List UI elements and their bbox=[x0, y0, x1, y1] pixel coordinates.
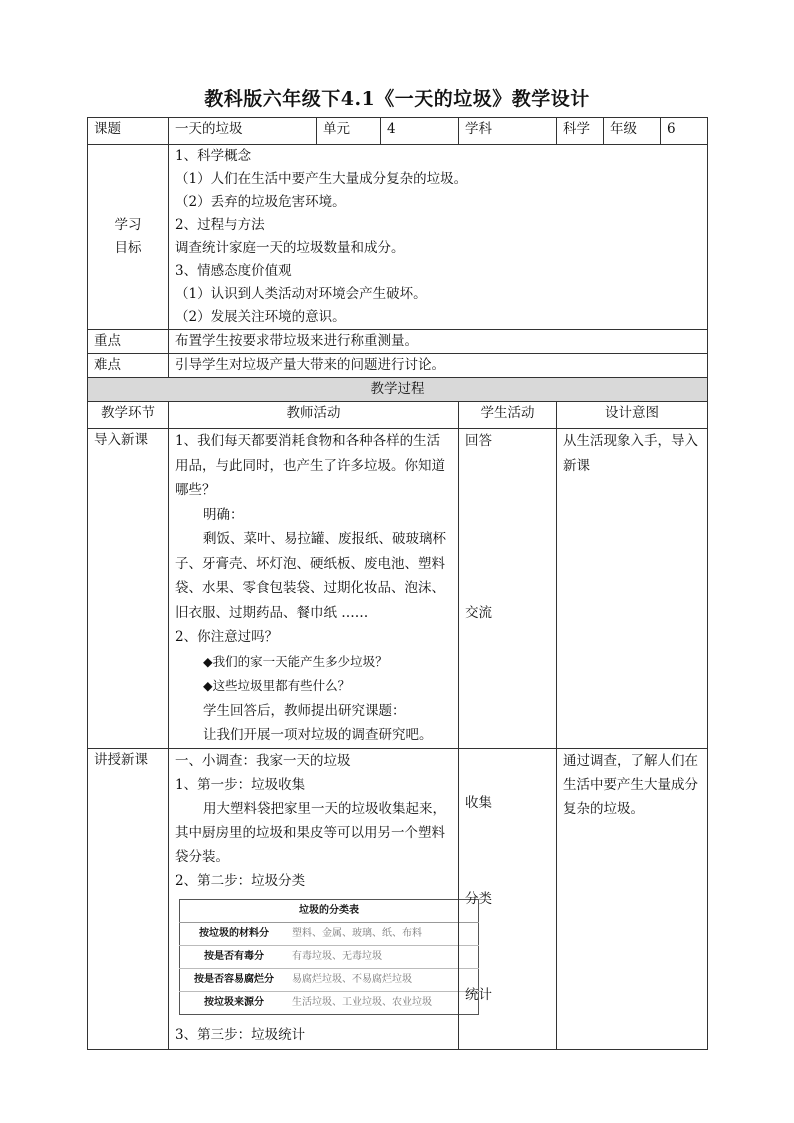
stage-intro: 导入新课 bbox=[88, 429, 169, 749]
teacher-text: 学生回答后，教师提出研究课题： bbox=[203, 702, 406, 719]
goal-line: 调查统计家庭一天的垃圾数量和成分。 bbox=[175, 240, 405, 256]
key-point-label: 重点 bbox=[88, 330, 169, 354]
process-header-row bbox=[88, 378, 708, 402]
col-intent: 设计意图 bbox=[557, 402, 708, 429]
header-row bbox=[88, 118, 708, 145]
key-point-text: 布置学生按要求带垃圾来进行称重测量。 bbox=[169, 330, 708, 354]
subject-value: 科学 bbox=[557, 118, 604, 145]
goal-line: 1、科学概念 bbox=[175, 148, 252, 164]
key-point-row bbox=[88, 330, 708, 354]
process-header: 教学过程 bbox=[88, 378, 708, 402]
teacher-text: 一、小调查：我家一天的垃圾 bbox=[175, 752, 351, 769]
column-header-row bbox=[88, 402, 708, 429]
goal-line: （1）人们在生活中要产生大量成分复杂的垃圾。 bbox=[175, 171, 468, 187]
classification-key: 按是否有毒分 bbox=[180, 945, 289, 968]
section-teach-row bbox=[88, 748, 708, 1049]
student-activity-teach bbox=[459, 748, 557, 1049]
teacher-text: 2、你注意过吗？ bbox=[175, 629, 279, 645]
teacher-text: 3、第三步：垃圾统计 bbox=[175, 1026, 306, 1043]
subject-label: 学科 bbox=[459, 118, 557, 145]
classification-value: 塑料、金属、玻璃、纸、布料 bbox=[292, 927, 422, 939]
teacher-activity-intro bbox=[169, 429, 459, 749]
design-intent-intro: 从生活现象入手，导入新课 bbox=[557, 429, 708, 749]
stage-teach: 讲授新课 bbox=[88, 748, 169, 1049]
goals-content bbox=[169, 145, 708, 330]
classification-value: 有毒垃圾、无毒垃圾 bbox=[288, 945, 479, 968]
col-teacher: 教师活动 bbox=[169, 402, 459, 429]
teacher-text: 让我们开展一项对垃圾的调查研究吧。 bbox=[203, 727, 433, 743]
classification-value: 生活垃圾、工业垃圾、农业垃圾 bbox=[288, 991, 479, 1014]
grade-value: 6 bbox=[661, 118, 708, 145]
lesson-plan-table bbox=[87, 117, 708, 1050]
grade-label: 年级 bbox=[604, 118, 661, 145]
classification-key: 按垃圾的材料分 bbox=[199, 927, 269, 939]
topic-value: 一天的垃圾 bbox=[169, 118, 317, 145]
student-text: 收集 bbox=[465, 794, 492, 811]
teacher-text: 1、我们每天都要消耗食物和各种各样的生活用品，与此同时，也产生了许多垃圾。你知道哪些？ bbox=[175, 433, 445, 498]
goal-line: 2、过程与方法 bbox=[175, 217, 265, 233]
teacher-text: 明确： bbox=[203, 506, 244, 523]
student-text: 交流 bbox=[465, 604, 492, 621]
student-text: 分类 bbox=[465, 890, 492, 907]
design-intent-teach: 通过调查，了解人们在生活中要产生大量成分复杂的垃圾。 bbox=[557, 748, 708, 1049]
goal-line: （2）丢弃的垃圾危害环境。 bbox=[175, 194, 346, 210]
classification-key: 按垃圾来源分 bbox=[180, 991, 289, 1014]
teacher-activity-teach bbox=[169, 748, 459, 1049]
teacher-text: 2、第二步：垃圾分类 bbox=[175, 872, 306, 889]
difficulty-text: 引导学生对垃圾产量大带来的问题进行讨论。 bbox=[169, 354, 708, 378]
classification-value: 易腐烂垃圾、不易腐烂垃圾 bbox=[288, 968, 479, 991]
goal-line: （2）发展关注环境的意识。 bbox=[175, 309, 346, 325]
document-title: 教科版六年级下4.1《一天的垃圾》教学设计 bbox=[204, 88, 590, 110]
goals-row bbox=[88, 145, 708, 330]
goal-line: 3、情感态度价值观 bbox=[175, 263, 292, 279]
bullet-question: ◆我们的家一天能产生多少垃圾？ bbox=[203, 653, 388, 669]
bullet-question: ◆这些垃圾里都有些什么？ bbox=[203, 678, 351, 693]
classification-key: 按是否容易腐烂分 bbox=[180, 968, 289, 991]
classification-caption: 垃圾的分类表 bbox=[180, 899, 479, 922]
section-intro-row bbox=[88, 429, 708, 749]
teacher-text: 剩饭、菜叶、易拉罐、废报纸、破玻璃杯子、牙膏壳、坏灯泡、硬纸板、废电池、塑料袋、水果、零食包装袋、过期化妆品、泡沫、旧衣服、过期药品、餐巾纸 …… bbox=[175, 531, 446, 621]
col-stage: 教学环节 bbox=[88, 402, 169, 429]
garbage-classification-table bbox=[179, 899, 479, 1015]
col-student: 学生活动 bbox=[459, 402, 557, 429]
teacher-text: 1、第一步：垃圾收集 bbox=[175, 776, 306, 793]
teacher-text: 用大塑料袋把家里一天的垃圾收集起来，其中厨房里的垃圾和果皮等可以用另一个塑料袋分装。 bbox=[175, 800, 446, 865]
student-text: 回答 bbox=[465, 433, 492, 449]
unit-value: 4 bbox=[381, 118, 459, 145]
student-text: 统计 bbox=[465, 986, 492, 1003]
difficulty-label: 难点 bbox=[88, 354, 169, 378]
difficulty-row bbox=[88, 354, 708, 378]
student-activity-intro bbox=[459, 429, 557, 749]
goals-label: 学习 目标 bbox=[88, 145, 169, 330]
topic-label: 课题 bbox=[88, 118, 169, 145]
goal-line: （1）认识到人类活动对环境会产生破坏。 bbox=[175, 286, 427, 302]
unit-label: 单元 bbox=[317, 118, 381, 145]
